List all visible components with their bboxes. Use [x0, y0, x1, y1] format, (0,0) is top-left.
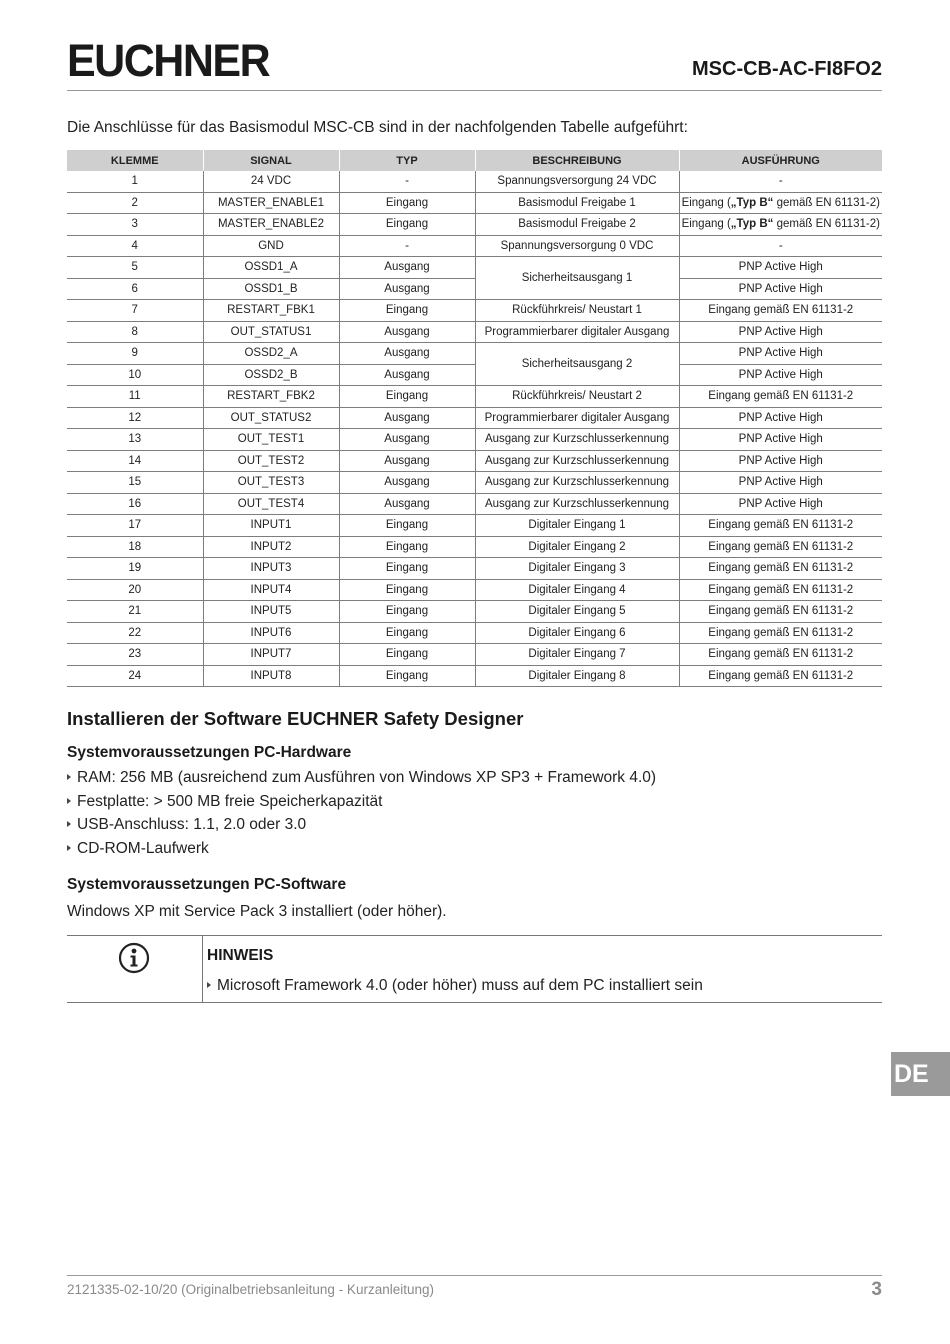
bullet-arrow-icon [67, 798, 71, 804]
table-row [67, 192, 882, 214]
language-tab: DE [891, 1052, 950, 1096]
intro-text: Die Anschlüsse für das Basismodul MSC-CB sind in der nachfolgenden Tabelle aufgeführt: [67, 119, 688, 136]
software-text: Windows XP mit Service Pack 3 installiert (oder höher). [67, 903, 447, 920]
cell-klemme: 2 [67, 192, 203, 214]
table-row [67, 601, 882, 623]
cell-signal: OSSD1_B [203, 278, 339, 300]
cell-signal: INPUT7 [203, 644, 339, 666]
hardware-list [67, 766, 656, 861]
cell-klemme: 22 [67, 622, 203, 644]
cell-beschreibung: Digitaler Eingang 4 [475, 579, 679, 601]
cell-beschreibung: Digitaler Eingang 8 [475, 665, 679, 687]
table-row [67, 644, 882, 666]
cell-signal: OUT_TEST1 [203, 429, 339, 451]
table-row [67, 515, 882, 537]
cell-typ: Eingang [339, 386, 475, 408]
cell-signal: OSSD2_A [203, 343, 339, 365]
list-item: CD-ROM-Laufwerk [67, 837, 656, 861]
cell-typ: Ausgang [339, 407, 475, 429]
header-signal: SIGNAL [203, 150, 339, 171]
cell-ausfuehrung: Eingang gemäß EN 61131-2 [679, 644, 882, 666]
cell-klemme: 17 [67, 515, 203, 537]
table-row [67, 235, 882, 257]
table-row [67, 472, 882, 494]
note-box [67, 935, 882, 1003]
header-ausfuehrung: AUSFÜHRUNG [679, 150, 882, 171]
cell-typ: Eingang [339, 644, 475, 666]
table-row [67, 665, 882, 687]
cell-typ: Ausgang [339, 321, 475, 343]
table-header-row [67, 150, 882, 171]
cell-signal: OUT_STATUS2 [203, 407, 339, 429]
cell-beschreibung: Programmierbarer digitaler Ausgang [475, 321, 679, 343]
cell-typ: Ausgang [339, 493, 475, 515]
cell-klemme: 4 [67, 235, 203, 257]
cell-typ: Eingang [339, 558, 475, 580]
cell-typ: Eingang [339, 622, 475, 644]
table-row [67, 407, 882, 429]
cell-klemme: 1 [67, 171, 203, 192]
table-row [67, 278, 882, 300]
cell-ausfuehrung: PNP Active High [679, 472, 882, 494]
cell-signal: GND [203, 235, 339, 257]
page-number: 3 [871, 1279, 882, 1300]
cell-ausfuehrung: Eingang gemäß EN 61131-2 [679, 386, 882, 408]
header-klemme: KLEMME [67, 150, 203, 171]
cell-signal: RESTART_FBK1 [203, 300, 339, 322]
table-row [67, 579, 882, 601]
cell-signal: INPUT8 [203, 665, 339, 687]
cell-ausfuehrung: Eingang gemäß EN 61131-2 [679, 558, 882, 580]
header-beschreibung: BESCHREIBUNG [475, 150, 679, 171]
cell-typ: Eingang [339, 300, 475, 322]
bullet-arrow-icon [67, 821, 71, 827]
cell-signal: OUT_TEST2 [203, 450, 339, 472]
table-row [67, 622, 882, 644]
cell-klemme: 14 [67, 450, 203, 472]
cell-klemme: 19 [67, 558, 203, 580]
cell-klemme: 10 [67, 364, 203, 386]
cell-ausfuehrung: Eingang gemäß EN 61131-2 [679, 515, 882, 537]
table-row [67, 558, 882, 580]
cell-typ: - [339, 171, 475, 192]
table-row [67, 364, 882, 386]
cell-beschreibung: Digitaler Eingang 2 [475, 536, 679, 558]
cell-signal: OUT_TEST3 [203, 472, 339, 494]
cell-klemme: 20 [67, 579, 203, 601]
cell-beschreibung: Ausgang zur Kurzschlusserkennung [475, 493, 679, 515]
bullet-arrow-icon [207, 982, 211, 988]
cell-klemme: 13 [67, 429, 203, 451]
footer-text: 2121335-02-10/20 (Originalbetriebsanleitung - Kurzanleitung) [67, 1282, 434, 1297]
table-row [67, 493, 882, 515]
cell-klemme: 5 [67, 257, 203, 279]
table-row [67, 536, 882, 558]
cell-ausfuehrung: PNP Active High [679, 429, 882, 451]
cell-klemme: 23 [67, 644, 203, 666]
cell-ausfuehrung: - [679, 235, 882, 257]
cell-klemme: 6 [67, 278, 203, 300]
install-heading: Installieren der Software EUCHNER Safety Designer [67, 708, 524, 729]
note-text: Microsoft Framework 4.0 (oder höher) muss auf dem PC installiert sein [207, 977, 703, 995]
cell-signal: MASTER_ENABLE1 [203, 192, 339, 214]
cell-signal: OSSD1_A [203, 257, 339, 279]
cell-ausfuehrung: - [679, 171, 882, 192]
list-item: RAM: 256 MB (ausreichend zum Ausführen von Windows XP SP3 + Framework 4.0) [67, 766, 656, 790]
header-typ: TYP [339, 150, 475, 171]
cell-beschreibung: Digitaler Eingang 7 [475, 644, 679, 666]
info-icon [118, 942, 150, 974]
cell-beschreibung: Rückführkreis/ Neustart 2 [475, 386, 679, 408]
cell-klemme: 9 [67, 343, 203, 365]
list-item: USB-Anschluss: 1.1, 2.0 oder 3.0 [67, 813, 656, 837]
cell-typ: Ausgang [339, 278, 475, 300]
table-row [67, 386, 882, 408]
cell-typ: Eingang [339, 536, 475, 558]
note-title: HINWEIS [207, 947, 274, 964]
cell-typ: Ausgang [339, 257, 475, 279]
document-id: MSC-CB-AC-FI8FO2 [692, 58, 882, 80]
table-row [67, 321, 882, 343]
cell-signal: MASTER_ENABLE2 [203, 214, 339, 236]
cell-signal: INPUT1 [203, 515, 339, 537]
cell-signal: INPUT3 [203, 558, 339, 580]
cell-beschreibung: Ausgang zur Kurzschlusserkennung [475, 472, 679, 494]
cell-ausfuehrung: PNP Active High [679, 493, 882, 515]
cell-klemme: 12 [67, 407, 203, 429]
table-row [67, 214, 882, 236]
cell-klemme: 8 [67, 321, 203, 343]
cell-typ: Eingang [339, 515, 475, 537]
bullet-arrow-icon [67, 774, 71, 780]
cell-beschreibung: Digitaler Eingang 3 [475, 558, 679, 580]
cell-beschreibung: Programmierbarer digitaler Ausgang [475, 407, 679, 429]
cell-beschreibung: Spannungsversorgung 0 VDC [475, 235, 679, 257]
cell-typ: - [339, 235, 475, 257]
table-body [67, 171, 882, 687]
cell-typ: Ausgang [339, 364, 475, 386]
cell-ausfuehrung: PNP Active High [679, 343, 882, 365]
table-row [67, 450, 882, 472]
cell-beschreibung: Sicherheitsausgang 1 [475, 257, 679, 300]
footer-divider [67, 1275, 882, 1276]
cell-typ: Eingang [339, 214, 475, 236]
cell-ausfuehrung: Eingang gemäß EN 61131-2 [679, 601, 882, 623]
cell-ausfuehrung: PNP Active High [679, 364, 882, 386]
cell-klemme: 15 [67, 472, 203, 494]
cell-beschreibung: Rückführkreis/ Neustart 1 [475, 300, 679, 322]
cell-ausfuehrung: PNP Active High [679, 450, 882, 472]
cell-klemme: 16 [67, 493, 203, 515]
cell-typ: Eingang [339, 665, 475, 687]
cell-klemme: 3 [67, 214, 203, 236]
cell-ausfuehrung: Eingang („Typ B“ gemäß EN 61131-2) [679, 192, 882, 214]
cell-beschreibung: Digitaler Eingang 1 [475, 515, 679, 537]
cell-klemme: 24 [67, 665, 203, 687]
cell-signal: OUT_STATUS1 [203, 321, 339, 343]
cell-ausfuehrung: Eingang („Typ B“ gemäß EN 61131-2) [679, 214, 882, 236]
header-divider [67, 90, 882, 91]
cell-klemme: 7 [67, 300, 203, 322]
table-row [67, 429, 882, 451]
cell-beschreibung: Basismodul Freigabe 1 [475, 192, 679, 214]
cell-typ: Ausgang [339, 472, 475, 494]
cell-beschreibung: Sicherheitsausgang 2 [475, 343, 679, 386]
cell-klemme: 18 [67, 536, 203, 558]
cell-ausfuehrung: Eingang gemäß EN 61131-2 [679, 300, 882, 322]
cell-signal: OSSD2_B [203, 364, 339, 386]
table-row [67, 343, 882, 365]
cell-klemme: 11 [67, 386, 203, 408]
cell-signal: INPUT2 [203, 536, 339, 558]
cell-signal: INPUT6 [203, 622, 339, 644]
note-divider [202, 936, 203, 1002]
cell-beschreibung: Digitaler Eingang 6 [475, 622, 679, 644]
software-heading: Systemvoraussetzungen PC-Software [67, 876, 347, 893]
cell-beschreibung: Ausgang zur Kurzschlusserkennung [475, 450, 679, 472]
connection-table [67, 150, 882, 687]
cell-ausfuehrung: PNP Active High [679, 321, 882, 343]
cell-ausfuehrung: Eingang gemäß EN 61131-2 [679, 579, 882, 601]
cell-typ: Eingang [339, 601, 475, 623]
cell-signal: OUT_TEST4 [203, 493, 339, 515]
cell-beschreibung: Basismodul Freigabe 2 [475, 214, 679, 236]
hardware-heading: Systemvoraussetzungen PC-Hardware [67, 744, 352, 761]
cell-ausfuehrung: Eingang gemäß EN 61131-2 [679, 622, 882, 644]
cell-signal: INPUT4 [203, 579, 339, 601]
cell-beschreibung: Ausgang zur Kurzschlusserkennung [475, 429, 679, 451]
cell-ausfuehrung: PNP Active High [679, 278, 882, 300]
table-row [67, 300, 882, 322]
cell-klemme: 21 [67, 601, 203, 623]
cell-beschreibung: Spannungsversorgung 24 VDC [475, 171, 679, 192]
cell-ausfuehrung: PNP Active High [679, 407, 882, 429]
cell-typ: Eingang [339, 579, 475, 601]
cell-signal: RESTART_FBK2 [203, 386, 339, 408]
cell-typ: Eingang [339, 192, 475, 214]
list-item: Festplatte: > 500 MB freie Speicherkapazität [67, 790, 656, 814]
table-row [67, 171, 882, 192]
cell-typ: Ausgang [339, 450, 475, 472]
cell-signal: 24 VDC [203, 171, 339, 192]
cell-typ: Ausgang [339, 343, 475, 365]
cell-beschreibung: Digitaler Eingang 5 [475, 601, 679, 623]
cell-ausfuehrung: Eingang gemäß EN 61131-2 [679, 665, 882, 687]
cell-ausfuehrung: PNP Active High [679, 257, 882, 279]
cell-ausfuehrung: Eingang gemäß EN 61131-2 [679, 536, 882, 558]
table-row [67, 257, 882, 279]
euchner-logo: EUCHNER [67, 36, 270, 87]
cell-typ: Ausgang [339, 429, 475, 451]
bullet-arrow-icon [67, 845, 71, 851]
cell-signal: INPUT5 [203, 601, 339, 623]
